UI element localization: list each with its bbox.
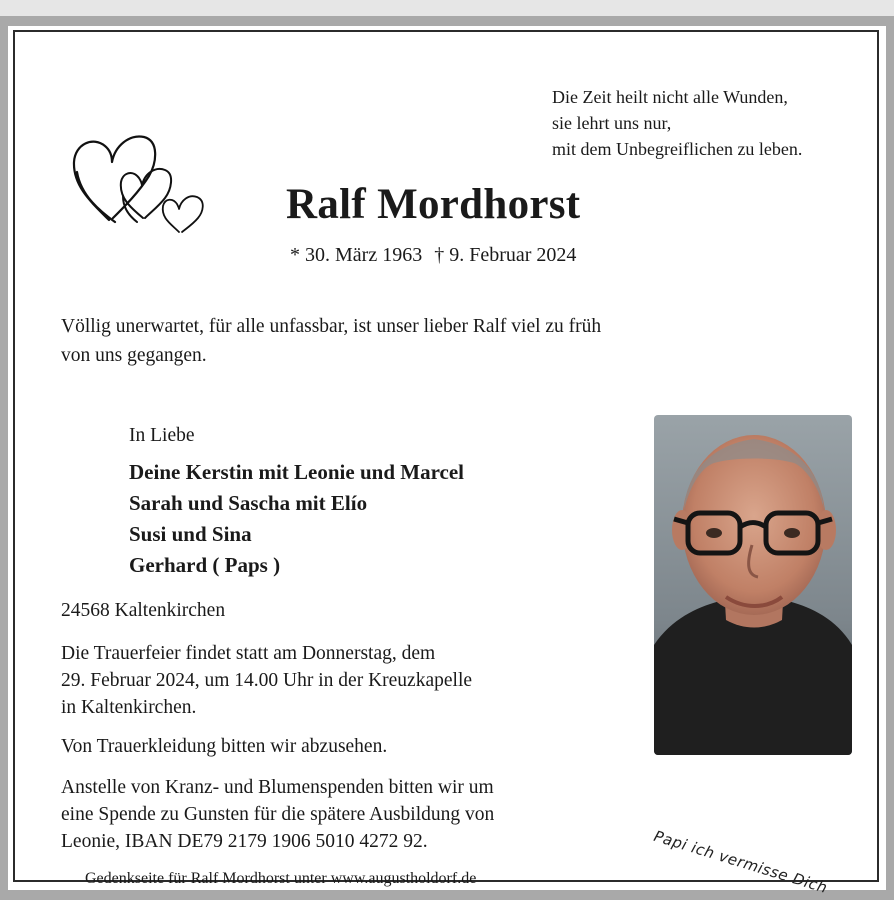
obituary-border <box>13 30 879 898</box>
outer-frame <box>0 16 894 900</box>
motto-line: Die Zeit heilt nicht alle Wunden, <box>552 87 788 107</box>
mourner-name: Susi und Sina <box>129 522 252 546</box>
funeral-line: in Kaltenkirchen. <box>61 697 197 718</box>
intro-line: von uns gegangen. <box>61 345 207 366</box>
donation-info <box>61 774 641 855</box>
birth-date: * 30. März 1963 <box>290 244 423 266</box>
mourner-name: Gerhard ( Paps ) <box>129 553 281 577</box>
intro-text <box>61 312 781 370</box>
heart-large-icon <box>74 137 155 222</box>
motto-line: sie lehrt uns nur, <box>552 113 672 133</box>
handwritten-note: Papi ich vermisse Dich <box>651 827 830 898</box>
funeral-line: Die Trauerfeier findet statt am Donnerstag, dem <box>61 643 436 664</box>
life-dates <box>290 244 576 267</box>
donation-line: Leonie, IBAN DE79 2179 1906 5010 4272 92. <box>61 831 428 852</box>
motto-line: mit dem Unbegreiflichen zu leben. <box>552 139 803 159</box>
city: 24568 Kaltenkirchen <box>61 600 226 621</box>
clothing-note: Von Trauerkleidung bitten wir abzusehen. <box>61 736 388 757</box>
heart-small-icon <box>163 196 203 232</box>
mourners-list <box>129 457 464 581</box>
mourner-name: Deine Kerstin mit Leonie und Marcel <box>129 460 464 484</box>
death-date: † 9. Februar 2024 <box>434 244 577 266</box>
deceased-name: Ralf Mordhorst <box>286 181 581 228</box>
funeral-line: 29. Februar 2024, um 14.00 Uhr in der Kreuzkapelle <box>61 670 473 691</box>
signoff: In Liebe <box>129 425 195 446</box>
portrait-photo <box>654 415 852 755</box>
mourner-name: Sarah und Sascha mit Elío <box>129 491 368 515</box>
hearts-icon <box>71 132 216 242</box>
donation-line: Anstelle von Kranz- und Blumenspenden bitten wir um <box>61 777 494 798</box>
funeral-info <box>61 640 621 721</box>
intro-line: Völlig unerwartet, für alle unfassbar, ist unser lieber Ralf viel zu früh <box>61 316 602 337</box>
obituary-paper <box>8 26 886 898</box>
motto <box>552 84 882 162</box>
memorial-page-link[interactable]: Gedenkseite für Ralf Mordhorst unter www.augustholdorf.de <box>85 870 477 887</box>
donation-line: eine Spende zu Gunsten für die spätere Ausbildung von <box>61 804 495 825</box>
